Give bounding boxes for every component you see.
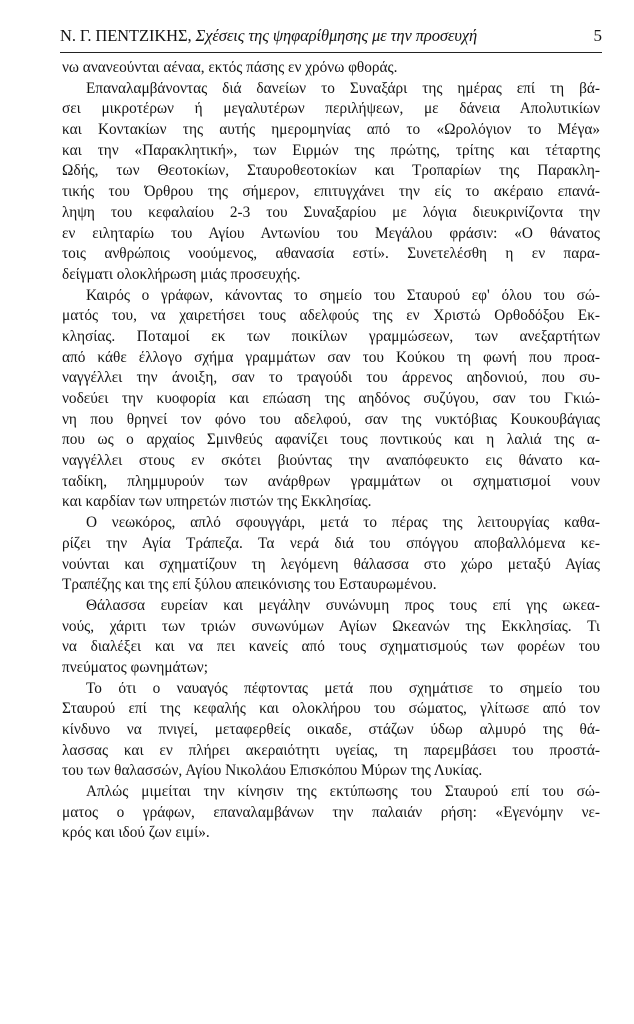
text-line: λασσας και εν πλήρει ακεραιότητι υγείας, τη παρεμβάσει του προστά- <box>62 741 600 759</box>
text-line: που ως ο αρχαίος Σμινθεύς αφανίζει τους ποντικούς και η λαλιά της α- <box>62 431 600 449</box>
text-line: και την «Παρακλητική», των Ειρμών της πρώτης, τρίτης και τέταρτης <box>62 141 600 159</box>
text-line: Τραπέζης και της επί ξύλου απεικόνισης του Εσταυρωμένου. <box>62 576 437 594</box>
text-line: ληψη του κεφαλαίου 2-3 του Συναξαρίου με λόγια διευκρινίζοντα την <box>62 203 600 221</box>
text-line: τοις ανθρώποις νοούμενος, αθανασία εστί». Συνετελέσθη η εν παρα- <box>62 245 600 263</box>
header-author: Ν. Γ. ΠΕΝΤΖΙΚΗΣ, <box>60 26 192 45</box>
body-text <box>62 58 600 844</box>
text-line: και καρδίαν των υπηρετών πιστών της Εκκλησίας. <box>62 493 372 511</box>
text-line: και Κοντακίων της αυτής ημερομηνίας από το «Ωρολόγιον το Μέγα» <box>62 121 600 139</box>
text-line: κίνδυνο να πνιγεί, μεταφερθείς οικαδε, στάζων ύδωρ αλμυρό της θά- <box>62 721 600 738</box>
paragraph-first-line: Ο νεωκόρος, απλό σφουγγάρι, μετά το πέρας της λειτουργίας καθα- <box>86 514 600 532</box>
paragraph-first-line: Επαναλαμβάνοντας διά δανείων το Συναξάρι της ημέρας επί τη βά- <box>86 79 600 97</box>
text-line: ρίζει την Αγία Τράπεζα. Τα νερά διά του σπόγγου αποβαλλόμενα κε- <box>62 534 600 552</box>
text-line: πνεύματος φωνημάτων; <box>62 658 208 676</box>
page-number: 5 <box>593 26 602 45</box>
text-line: νη που θρηνεί τον φόνο του αδελφού, σαν της νυκτόβιας Κουκουβάγιας <box>62 410 600 428</box>
header-rule <box>60 52 602 53</box>
text-line: νοδεύει την κυοφορία και επώαση της αηδόνος συζύγου, σαν του Γκιώ- <box>62 390 600 407</box>
text-line: του των θαλασσών, Αγίου Νικολάου Επισκόπου Μύρων της Λυκίας. <box>62 762 483 780</box>
text-line: σει μικροτέρων ή μεγαλυτέρων περιλήψεων, με δάνεια Απολυτικίων <box>62 100 600 118</box>
paragraph-first-line: Θάλασσα ευρείαν και μεγάλην συνώνυμη προς τους επί γης ωκεα- <box>86 596 600 614</box>
paragraph-first-line: Καιρός ο γράφων, κάνοντας το σημείο του Σταυρού εφ' όλου του σώ- <box>86 286 600 304</box>
text-line: νω ανανεούνται αέναα, εκτός πάσης εν χρόνω φθοράς. <box>62 59 398 76</box>
text-line: δείγματι ολοκλήρωση μιάς προσευχής. <box>62 265 301 283</box>
text-line: τικής του Όρθρου της σήμερον, επιτυγχάνει την είς το ακέραιο επανά- <box>62 183 600 201</box>
paragraph-first-line: Απλώς μιμείται την κίνησιν της εκτύπωσης του Σταυρού επί του σώ- <box>86 783 600 801</box>
text-line: από κάθε έλλογο σχήμα γραμμάτων σαν του Κούκου τη φωνή που προα- <box>62 348 600 366</box>
text-line: κλησίας. Ποταμοί εκ των ποικίλων γραμμώσεων, των ανεξαρτήτων <box>62 327 600 345</box>
text-line: ματός του, να χαιρετήσει τους αδελφούς της εν Χριστώ Ορθοδόξου Εκ- <box>62 307 600 325</box>
text-line: Σταυρού επί της κεφαλής και ολοκλήρου του σώματος, γλίτωσε από τον <box>62 700 600 718</box>
text-line: νούνται και σχηματίζουν τη λεγόμενη θάλασσα στο χώρο μεταξύ Αγίας <box>62 555 600 573</box>
text-line: ματος ο γράφων, επαναλαμβάνων την παλαιάν ρήση: «Εγενόμην νε- <box>62 803 600 821</box>
text-line: νούς, χάριτι των τριών συνωνύμων Αγίων Ωκεανών της Εκκλησίας. Τι <box>62 617 600 635</box>
running-header <box>60 26 602 52</box>
text-line: ναγγέλλει στους εν σκότει βιούντας την αναπόφευκτο εις θάνατο κα- <box>62 452 600 470</box>
text-line: εν ειληταρίω του Αγίου Αντωνίου του Μεγάλου φράσιν: «Ο θάνατος <box>62 224 600 242</box>
text-line: κρός και ιδού ζων ειμί». <box>62 824 210 842</box>
text-line: ναγγέλλει την άνοιξη, σαν το τραγούδι του άρρενος αηδονιού, που συ- <box>62 369 600 387</box>
text-line: να διαλέξει και να πει κανείς από τους σχηματισμούς των φορέων του <box>62 638 600 656</box>
text-line: Ωδής, των Θεοτοκίων, Σταυροθεοτοκίων και Τροπαρίων της Παρακλη- <box>62 162 600 180</box>
text-line: ταδίκη, πλημμυρούν των ανάρθρων γραμμάτων οι σχηματισμοί νουν <box>62 472 600 490</box>
paragraph-first-line: Το ότι ο ναυαγός πέφτοντας μετά που σχημάτισε το σημείο του <box>86 679 600 697</box>
header-work-title: Σχέσεις της ψηφαρίθμησης με την προσευχή <box>195 26 478 45</box>
header-title <box>60 26 477 46</box>
